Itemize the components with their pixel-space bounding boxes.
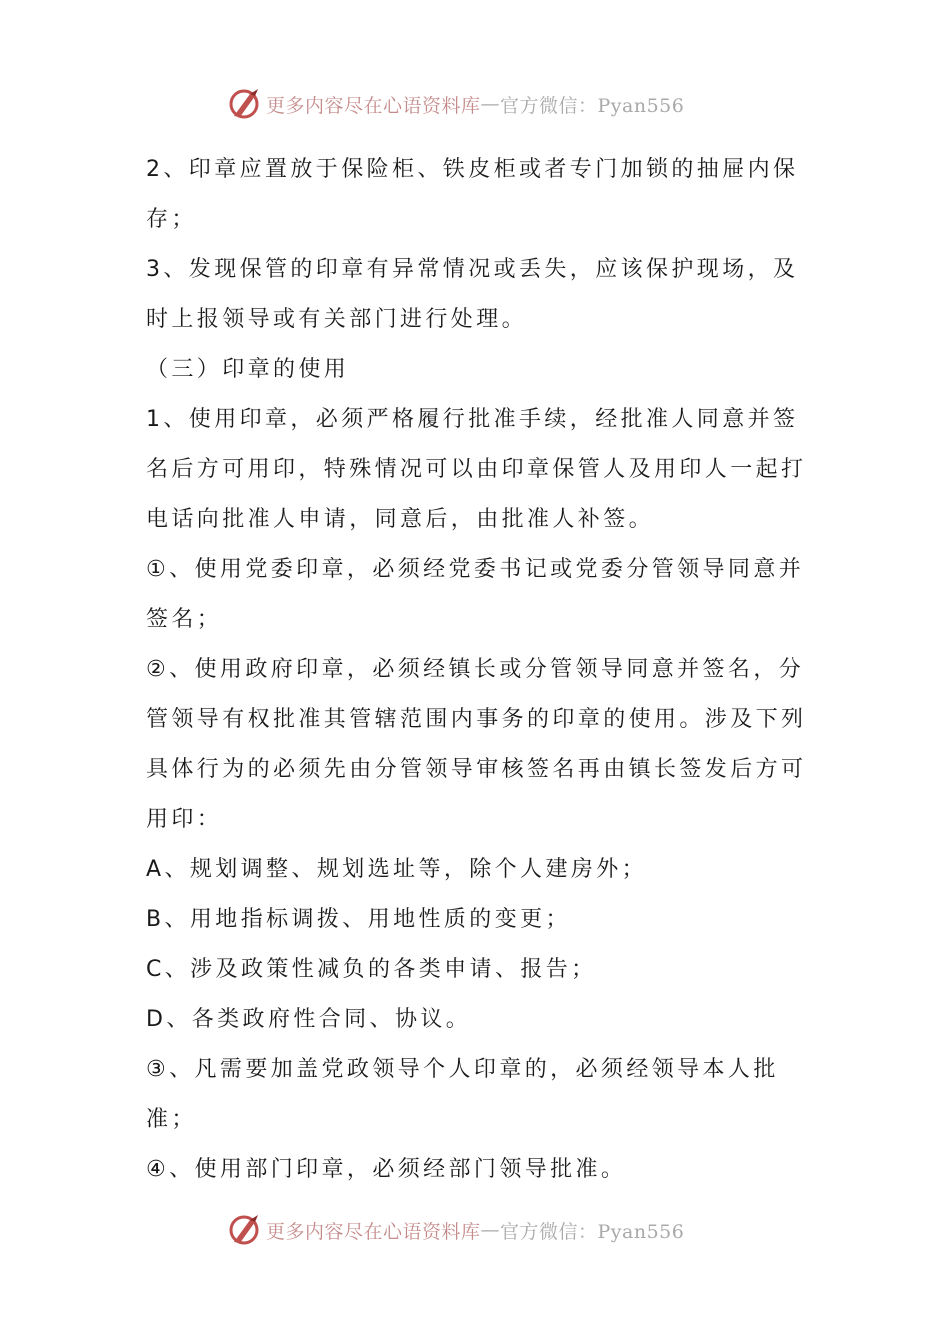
- header-banner-text: 更多内容尽在心语资料库: [266, 94, 481, 117]
- paragraph-party-seal: ①、使用党委印章，必须经党委书记或党委分管领导同意并签名；: [146, 557, 805, 632]
- paragraph-department-seal: ④、使用部门印章，必须经部门领导批准。: [146, 1157, 627, 1182]
- paragraph-personal-seal: ③、凡需要加盖党政领导个人印章的，必须经领导本人批准；: [146, 1057, 779, 1132]
- document-body: [146, 145, 816, 1195]
- footer-banner-wechat: 官方微信：Pyan556: [500, 1220, 685, 1243]
- quill-pen-logo-icon: [226, 1212, 262, 1248]
- footer-banner: [226, 1210, 746, 1250]
- paragraph-loss-handling: 3、发现保管的印章有异常情况或丢失，应该保护现场，及时上报领导或有关部门进行处理。: [146, 257, 799, 332]
- list-item-a: A、规划调整、规划选址等，除个人建房外；: [146, 857, 648, 882]
- footer-banner-separator: —: [480, 1219, 501, 1241]
- paragraph-government-seal: ②、使用政府印章，必须经镇长或分管领导同意并签名，分管领导有权批准其管辖范围内事务的印章的使用。涉及下列具体行为的必须先由分管领导审核签名再由镇长签发后方可用印：: [146, 657, 807, 832]
- list-item-c: C、涉及政策性减负的各类申请、报告；: [146, 957, 597, 982]
- header-banner: [226, 84, 746, 124]
- quill-pen-logo-icon: [226, 86, 262, 122]
- list-item-b: B、用地指标调拨、用地性质的变更；: [146, 907, 571, 932]
- header-banner-wechat: 官方微信：Pyan556: [500, 94, 685, 117]
- header-banner-separator: —: [480, 93, 501, 115]
- list-item-d: D、各类政府性合同、协议。: [146, 1007, 472, 1032]
- paragraph-storage-location: 2、印章应置放于保险柜、铁皮柜或者专门加锁的抽屉内保存；: [146, 157, 799, 232]
- paragraph-approval-procedure: 1、使用印章，必须严格履行批准手续，经批准人同意并签名后方可用印，特殊情况可以由印章保管人及用印人一起打电话向批准人申请，同意后，由批准人补签。: [146, 407, 807, 532]
- footer-banner-text: 更多内容尽在心语资料库: [266, 1220, 481, 1243]
- section-heading-seal-usage: （三）印章的使用: [146, 357, 350, 382]
